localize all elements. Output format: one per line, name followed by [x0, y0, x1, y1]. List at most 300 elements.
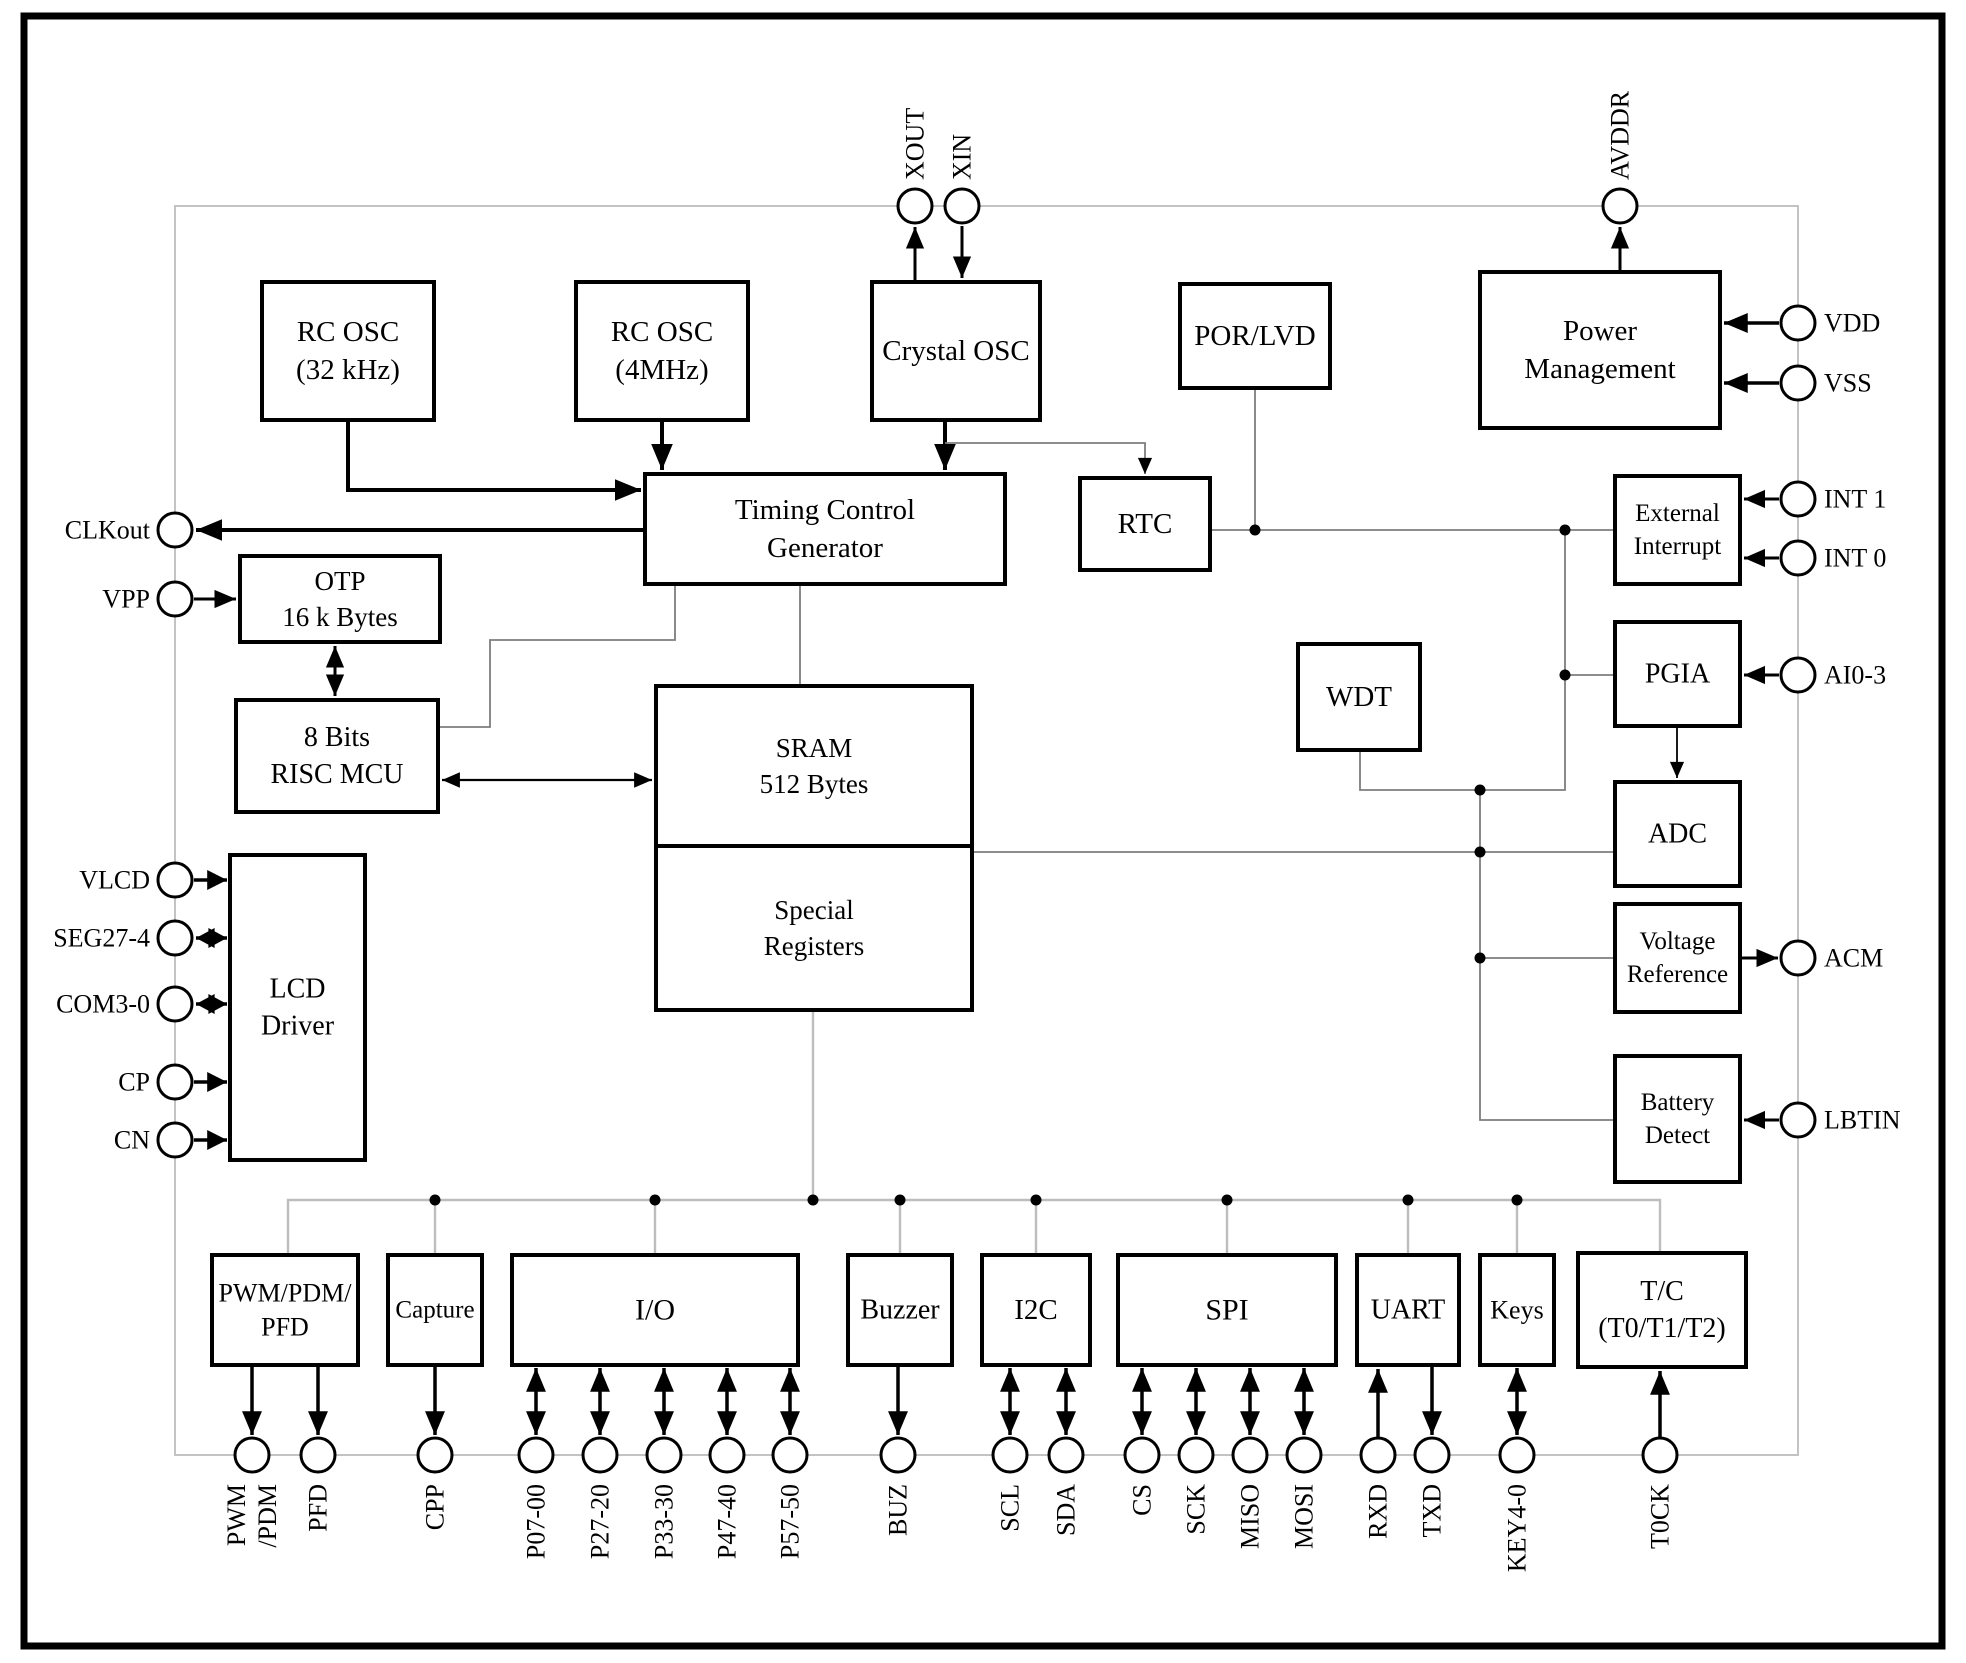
block-power-management-box: [1480, 272, 1720, 428]
pin-label-vpp: VPP: [102, 584, 150, 614]
arrow-rc4m-to-tcg: [651, 420, 673, 470]
pin-lbtin-circle: [1781, 1103, 1815, 1137]
arrow-vref-to-acm: [1742, 949, 1778, 967]
block-i2c: [982, 1255, 1090, 1365]
pin-cs: [1125, 1438, 1159, 1516]
pin-label-rxd: RXD: [1363, 1484, 1393, 1539]
pin-label-p07-00: P07-00: [521, 1484, 551, 1560]
block-label-por-lvd: POR/LVD: [1194, 320, 1316, 352]
block-voltage-reference: [1615, 904, 1740, 1012]
block-label-power-management: Power: [1562, 314, 1638, 347]
pin-miso: [1233, 1438, 1267, 1549]
arrow-int0-to-extint: [1744, 549, 1779, 567]
block-risc-mcu-box: [236, 700, 438, 812]
arrow-io-p47-head: [717, 1411, 737, 1435]
arrow-pfd-to-pin: [308, 1365, 328, 1435]
pin-pfd-circle: [301, 1438, 335, 1472]
pin-acm: [1781, 941, 1883, 975]
block-label-rc-osc-4m: (4MHz): [615, 354, 709, 387]
pin-xin-circle: [945, 189, 979, 223]
pin-vss: [1781, 366, 1872, 400]
pin-key4-0: [1500, 1438, 1534, 1572]
pin-cn-circle: [158, 1123, 192, 1157]
arrow-cn-to-lcd-head: [207, 1130, 227, 1150]
pin-lbtin: [1781, 1103, 1901, 1137]
pin-label-lbtin: LBTIN: [1824, 1105, 1901, 1135]
arrow-pwm-to-pin-head: [242, 1411, 262, 1435]
pin-vdd: [1781, 306, 1880, 340]
pin-cs-circle: [1125, 1438, 1159, 1472]
junction-dot: [1560, 670, 1571, 681]
block-label-external-interrupt: Interrupt: [1633, 533, 1722, 560]
block-label-lcd-driver: LCD: [269, 973, 326, 1005]
arrow-buzzer-to-buz: [888, 1365, 908, 1435]
arrow-vlcd-to-lcd: [194, 870, 227, 890]
block-label-buzzer: Buzzer: [860, 1294, 940, 1326]
pin-label-cpp: CPP: [420, 1484, 450, 1531]
block-buzzer: [848, 1255, 952, 1365]
arrow-i2c-sda: [1056, 1368, 1076, 1435]
pin-com3-0-circle: [158, 987, 192, 1021]
pin-xin: [945, 134, 979, 223]
arrow-com-lcd: [196, 994, 227, 1014]
pin-label-pfd: PFD: [303, 1484, 333, 1532]
arrow-i2c-scl: [1000, 1368, 1020, 1435]
arrow-spi-miso: [1240, 1368, 1260, 1435]
pin-pwm-pdm-circle: [235, 1438, 269, 1472]
pin-label-cs: CS: [1127, 1484, 1157, 1516]
block-label-rc-osc-4m: RC OSC: [610, 315, 714, 348]
block-sram-special-registers: [656, 686, 972, 1010]
arrow-ai03-to-pgia: [1744, 666, 1779, 684]
arrow-io-p07: [526, 1368, 546, 1435]
junction-dot: [1475, 847, 1486, 858]
pin-ai0-3-circle: [1781, 658, 1815, 692]
pin-label-t0ck: T0CK: [1645, 1484, 1675, 1549]
arrow-uart-to-txd-head: [1422, 1411, 1442, 1435]
arrow-io-p57-head: [780, 1368, 800, 1392]
pin-label-scl: SCL: [995, 1484, 1025, 1532]
arrow-buzzer-to-buz-head: [888, 1411, 908, 1435]
pin-ai0-3: [1781, 658, 1886, 692]
block-label-rtc: RTC: [1117, 508, 1173, 540]
arrow-seg-lcd: [196, 928, 227, 948]
block-external-interrupt-box: [1615, 476, 1740, 584]
pin-label-sda: SDA: [1051, 1484, 1081, 1537]
arrow-t0ck-to-tc: [1650, 1371, 1670, 1437]
arrow-io-p27: [590, 1368, 610, 1435]
arrow-xin-to-crystal: [953, 226, 971, 278]
arrow-spi-mosi-head: [1294, 1368, 1314, 1392]
block-io: [512, 1255, 798, 1365]
block-label-voltage-reference: Voltage: [1639, 928, 1716, 955]
block-label-risc-mcu: RISC MCU: [270, 758, 404, 790]
arrow-risc-sram-head: [442, 772, 460, 787]
pin-label-clkout: CLKout: [64, 515, 150, 545]
block-timing-control-generator: [645, 474, 1005, 584]
pin-scl: [993, 1438, 1027, 1532]
arrow-risc-sram-head: [634, 772, 652, 787]
arrow-rc32k-to-tcg: [348, 420, 641, 501]
block-wdt: [1298, 644, 1420, 750]
pin-label-pwm-pdm: /PDM: [252, 1484, 282, 1548]
arrow-tcg-to-clkout-head: [196, 519, 222, 541]
pin-txd-circle: [1415, 1438, 1449, 1472]
block-label-voltage-reference: Reference: [1626, 961, 1729, 988]
block-label-lcd-driver: Driver: [260, 1010, 335, 1042]
block-rtc: [1080, 478, 1210, 570]
arrow-seg-lcd-head: [196, 928, 215, 948]
arrow-io-p47: [717, 1368, 737, 1435]
junction-dot: [650, 1195, 661, 1206]
arrow-pwm-to-pin: [242, 1365, 262, 1435]
wire-peripheral-bus: [288, 1200, 1660, 1255]
arrow-keys-key40: [1507, 1368, 1527, 1435]
pin-p57-50-circle: [773, 1438, 807, 1472]
arrow-vdd-to-pm: [1724, 313, 1779, 333]
arrow-io-p33-head: [654, 1368, 674, 1392]
arrow-pm-to-avddr-head: [1611, 227, 1629, 249]
arrow-spi-cs-head: [1132, 1368, 1152, 1392]
arrow-vlcd-to-lcd-head: [207, 870, 227, 890]
pin-label-cn: CN: [113, 1125, 150, 1155]
arrow-spi-sck: [1186, 1368, 1206, 1435]
arrow-vref-to-acm-head: [1757, 949, 1779, 967]
pin-p27-20: [583, 1438, 617, 1559]
arrow-spi-miso-head: [1240, 1368, 1260, 1392]
arrow-vss-to-pm-head: [1724, 373, 1748, 393]
block-label-crystal-osc: Crystal OSC: [882, 335, 1030, 367]
arrow-risc-sram: [442, 772, 652, 787]
block-label-otp: 16 k Bytes: [282, 601, 398, 632]
junction-dot: [430, 1195, 441, 1206]
block-label-pwm-pdm-pfd: PWM/PDM/: [218, 1278, 352, 1308]
pin-vlcd-circle: [158, 863, 192, 897]
arrow-tcg-to-clkout: [196, 519, 645, 541]
arrow-uart-to-txd: [1422, 1365, 1442, 1435]
pin-label-xout: XOUT: [900, 107, 930, 180]
pin-sda: [1049, 1438, 1083, 1536]
block-spi: [1118, 1255, 1336, 1365]
block-adc: [1615, 782, 1740, 886]
pin-clkout: [65, 513, 192, 547]
pin-p33-30: [647, 1438, 681, 1559]
block-label-capture: Capture: [395, 1296, 475, 1324]
pin-p47-40-circle: [710, 1438, 744, 1472]
pin-sda-circle: [1049, 1438, 1083, 1472]
block-label-i2c: I2C: [1014, 1294, 1058, 1326]
pin-label-cp: CP: [118, 1067, 150, 1097]
pin-pfd: [301, 1438, 335, 1532]
block-otp: [240, 556, 440, 642]
block-timing-control-generator-box: [645, 474, 1005, 584]
block-label-io: I/O: [635, 1293, 675, 1327]
block-label-otp: OTP: [314, 566, 366, 597]
pin-p33-30-circle: [647, 1438, 681, 1472]
pin-label-sck: SCK: [1181, 1484, 1211, 1535]
pin-buz: [881, 1438, 915, 1536]
block-uart: [1357, 1255, 1459, 1365]
wire-right-bus-2: [1480, 790, 1615, 1120]
junction-dot: [1560, 525, 1571, 536]
pin-key4-0-circle: [1500, 1438, 1534, 1472]
block-label-tc-timers: (T0/T1/T2): [1598, 1312, 1726, 1344]
arrow-spi-sck-head: [1186, 1411, 1206, 1435]
arrow-cn-to-lcd: [194, 1130, 227, 1150]
pin-t0ck-circle: [1643, 1438, 1677, 1472]
pin-xout-circle: [898, 189, 932, 223]
pin-rxd-circle: [1361, 1438, 1395, 1472]
pin-vpp-circle: [158, 582, 192, 616]
arrow-int0-to-extint-head: [1744, 549, 1765, 567]
pin-label-vss: VSS: [1824, 368, 1872, 398]
arrow-io-p57: [780, 1368, 800, 1435]
block-label-external-interrupt: External: [1635, 500, 1720, 527]
block-label-pwm-pdm-pfd: PFD: [261, 1312, 309, 1342]
pin-vdd-circle: [1781, 306, 1815, 340]
arrow-io-p57-head: [780, 1411, 800, 1435]
pin-label-p47-40: P47-40: [712, 1484, 742, 1560]
block-label-uart: UART: [1370, 1294, 1446, 1326]
pin-int0-circle: [1781, 541, 1815, 575]
pin-p07-00: [519, 1438, 553, 1559]
arrow-io-p33: [654, 1368, 674, 1435]
pin-label-ai0-3: AI0-3: [1824, 660, 1887, 690]
wire-tcg-to-risc: [438, 584, 675, 727]
pin-xout: [898, 108, 932, 223]
arrow-spi-sck-head: [1186, 1368, 1206, 1392]
pin-cn: [114, 1123, 192, 1157]
pin-buz-circle: [881, 1438, 915, 1472]
block-label-timing-control-generator: Timing Control: [734, 493, 916, 526]
block-lcd-driver: [230, 855, 365, 1160]
arrow-spi-mosi-head: [1294, 1411, 1314, 1435]
pin-avddr-circle: [1603, 189, 1637, 223]
pin-cpp-circle: [418, 1438, 452, 1472]
block-label-power-management: Management: [1524, 353, 1676, 386]
block-label2-sram-special-registers: Registers: [763, 930, 865, 961]
pin-label-p27-20: P27-20: [585, 1484, 615, 1560]
arrow-int1-to-extint: [1744, 490, 1779, 508]
pin-p47-40: [710, 1438, 744, 1559]
arrow-vpp-to-otp: [194, 590, 236, 608]
block-pgia: [1615, 622, 1740, 726]
pin-label-mosi: MOSI: [1289, 1484, 1319, 1550]
pin-vpp: [102, 582, 192, 616]
arrow-io-p07-head: [526, 1368, 546, 1392]
pin-vss-circle: [1781, 366, 1815, 400]
pin-label-txd: TXD: [1417, 1484, 1447, 1538]
block-label-sram-special-registers: SRAM: [775, 733, 853, 764]
arrow-lbtin-to-batdet-head: [1744, 1111, 1765, 1129]
arrow-rxd-to-uart: [1368, 1369, 1388, 1437]
block-crystal-osc: [872, 282, 1040, 420]
pin-com3-0: [56, 987, 192, 1021]
arrow-i2c-sda-head: [1056, 1368, 1076, 1392]
block-risc-mcu: [236, 700, 438, 812]
arrow-spi-miso-head: [1240, 1411, 1260, 1435]
arrow-pm-to-avddr: [1611, 227, 1629, 272]
arrow-spi-cs-head: [1132, 1411, 1152, 1435]
pin-int1-circle: [1781, 482, 1815, 516]
arrow-otp-risc-head: [326, 675, 344, 697]
arrow-io-p07-head: [526, 1411, 546, 1435]
pin-mosi-circle: [1287, 1438, 1321, 1472]
arrow-crystal-to-xout-head: [906, 227, 924, 249]
arrow-crystal-to-rtc-line: [945, 443, 1145, 474]
block-label-battery-detect: Battery: [1640, 1089, 1715, 1116]
block-pwm-pdm-pfd-box: [212, 1255, 358, 1365]
pin-clkout-circle: [158, 513, 192, 547]
block-tc-timers-box: [1578, 1253, 1746, 1367]
block-label-rc-osc-32k: (32 kHz): [296, 354, 400, 387]
arrow-t0ck-to-tc-head: [1650, 1371, 1670, 1395]
arrow-crystal-to-rtc-head: [1138, 458, 1152, 474]
block-label-rc-osc-32k: RC OSC: [296, 315, 400, 348]
block-keys: [1480, 1255, 1554, 1365]
pin-cp-circle: [158, 1065, 192, 1099]
pin-label-vdd: VDD: [1824, 308, 1881, 338]
block-label-pgia: PGIA: [1644, 658, 1711, 690]
pin-miso-circle: [1233, 1438, 1267, 1472]
pin-cpp: [418, 1438, 452, 1530]
junction-dot: [1475, 953, 1486, 964]
arrow-spi-mosi: [1294, 1368, 1314, 1435]
block-label-timing-control-generator: Generator: [767, 532, 883, 565]
pin-label-buz: BUZ: [883, 1484, 913, 1536]
pin-label-xin: XIN: [947, 133, 977, 180]
arrow-pgia-to-adc: [1670, 726, 1684, 778]
pin-p27-20-circle: [583, 1438, 617, 1472]
block-pwm-pdm-pfd: [212, 1255, 358, 1365]
block-battery-detect: [1615, 1056, 1740, 1182]
arrow-cp-to-lcd-head: [207, 1072, 227, 1092]
arrow-crystal-to-tcg: [934, 420, 956, 470]
arrow-int1-to-extint-head: [1744, 490, 1765, 508]
arrow-pfd-to-pin-head: [308, 1411, 328, 1435]
block-tc-timers: [1578, 1253, 1746, 1367]
pin-t0ck: [1643, 1438, 1677, 1549]
pin-acm-circle: [1781, 941, 1815, 975]
pin-scl-circle: [993, 1438, 1027, 1472]
block-label-wdt: WDT: [1325, 681, 1393, 713]
pin-seg27-4: [53, 921, 192, 955]
block-label-adc: ADC: [1647, 818, 1708, 850]
arrow-keys-key40-head: [1507, 1368, 1527, 1392]
arrow-otp-risc: [326, 646, 344, 696]
block-lcd-driver-box: [230, 855, 365, 1160]
block-voltage-reference-box: [1615, 904, 1740, 1012]
arrow-crystal-to-rtc: [945, 443, 1152, 474]
pin-int1: [1781, 482, 1886, 516]
junction-dot: [808, 1195, 819, 1206]
arrow-i2c-scl-head: [1000, 1411, 1020, 1435]
pin-txd: [1415, 1438, 1449, 1537]
arrow-otp-risc-head: [326, 646, 344, 668]
pin-label-p33-30: P33-30: [649, 1484, 679, 1560]
pin-label-com3-0: COM3-0: [56, 989, 150, 1019]
arrow-io-p33-head: [654, 1411, 674, 1435]
arrow-io-p47-head: [717, 1368, 737, 1392]
arrow-i2c-sda-head: [1056, 1411, 1076, 1435]
block-rc-osc-32k-box: [262, 282, 434, 420]
junction-dot: [1512, 1195, 1523, 1206]
arrow-cp-to-lcd: [194, 1072, 227, 1092]
block-capture: [388, 1255, 482, 1365]
pin-sck: [1179, 1438, 1213, 1535]
pin-int0: [1781, 541, 1886, 575]
block-label-risc-mcu: 8 Bits: [303, 722, 371, 754]
junction-dot: [895, 1195, 906, 1206]
pin-label-p57-50: P57-50: [775, 1484, 805, 1560]
arrow-capture-to-cpp: [425, 1365, 445, 1435]
arrow-rxd-to-uart-head: [1368, 1369, 1388, 1393]
arrow-rc32k-to-tcg-head: [615, 479, 641, 501]
block-label-tc-timers: T/C: [1640, 1276, 1684, 1308]
arrow-spi-cs: [1132, 1368, 1152, 1435]
pin-vlcd: [79, 863, 192, 897]
block-battery-detect-box: [1615, 1056, 1740, 1182]
arrow-crystal-to-xout: [906, 227, 924, 282]
pin-p07-00-circle: [519, 1438, 553, 1472]
pin-rxd: [1361, 1438, 1395, 1539]
junction-dot: [1250, 525, 1261, 536]
block-label-keys: Keys: [1490, 1295, 1544, 1325]
arrow-io-p27-head: [590, 1411, 610, 1435]
pin-label-key4-0: KEY4-0: [1502, 1484, 1532, 1573]
arrow-lbtin-to-batdet: [1744, 1111, 1779, 1129]
pin-label-acm: ACM: [1824, 943, 1884, 973]
block-rc-osc-4m: [576, 282, 748, 420]
block-label-battery-detect: Detect: [1644, 1122, 1711, 1149]
arrow-vpp-to-otp-head: [215, 590, 237, 608]
pin-label-seg27-4: SEG27-4: [53, 923, 150, 953]
arrow-rc4m-to-tcg-head: [651, 444, 673, 470]
block-rc-osc-4m-box: [576, 282, 748, 420]
pin-label-avddr: AVDDR: [1605, 90, 1635, 180]
block-rc-osc-32k: [262, 282, 434, 420]
junction-dot: [1475, 785, 1486, 796]
junction-dot: [1222, 1195, 1233, 1206]
pin-label-pwm-pdm: PWM: [222, 1484, 252, 1547]
arrow-vss-to-pm: [1724, 373, 1779, 393]
block-power-management: [1480, 272, 1720, 428]
arrow-i2c-scl-head: [1000, 1368, 1020, 1392]
pin-label-int0: INT 0: [1824, 543, 1887, 573]
arrow-rc32k-to-tcg-line: [348, 420, 641, 490]
arrow-xin-to-crystal-head: [953, 257, 971, 279]
arrow-crystal-to-tcg-head: [934, 444, 956, 470]
pin-mosi: [1287, 1438, 1321, 1549]
block-label2-sram-special-registers: Special: [774, 895, 854, 926]
junction-dot: [1031, 1195, 1042, 1206]
pin-sck-circle: [1179, 1438, 1213, 1472]
block-label-spi: SPI: [1205, 1293, 1249, 1327]
pin-avddr: [1603, 90, 1637, 223]
pin-seg27-4-circle: [158, 921, 192, 955]
pin-label-vlcd: VLCD: [79, 865, 150, 895]
arrow-ai03-to-pgia-head: [1744, 666, 1765, 684]
arrow-capture-to-cpp-head: [425, 1411, 445, 1435]
arrow-com-lcd-head: [196, 994, 215, 1014]
pin-cp: [118, 1065, 192, 1099]
arrow-vdd-to-pm-head: [1724, 313, 1748, 333]
junction-dot: [1403, 1195, 1414, 1206]
block-external-interrupt: [1615, 476, 1740, 584]
pin-label-int1: INT 1: [1824, 484, 1887, 514]
arrow-pgia-to-adc-head: [1670, 762, 1684, 778]
block-label-sram-special-registers: 512 Bytes: [759, 768, 869, 799]
